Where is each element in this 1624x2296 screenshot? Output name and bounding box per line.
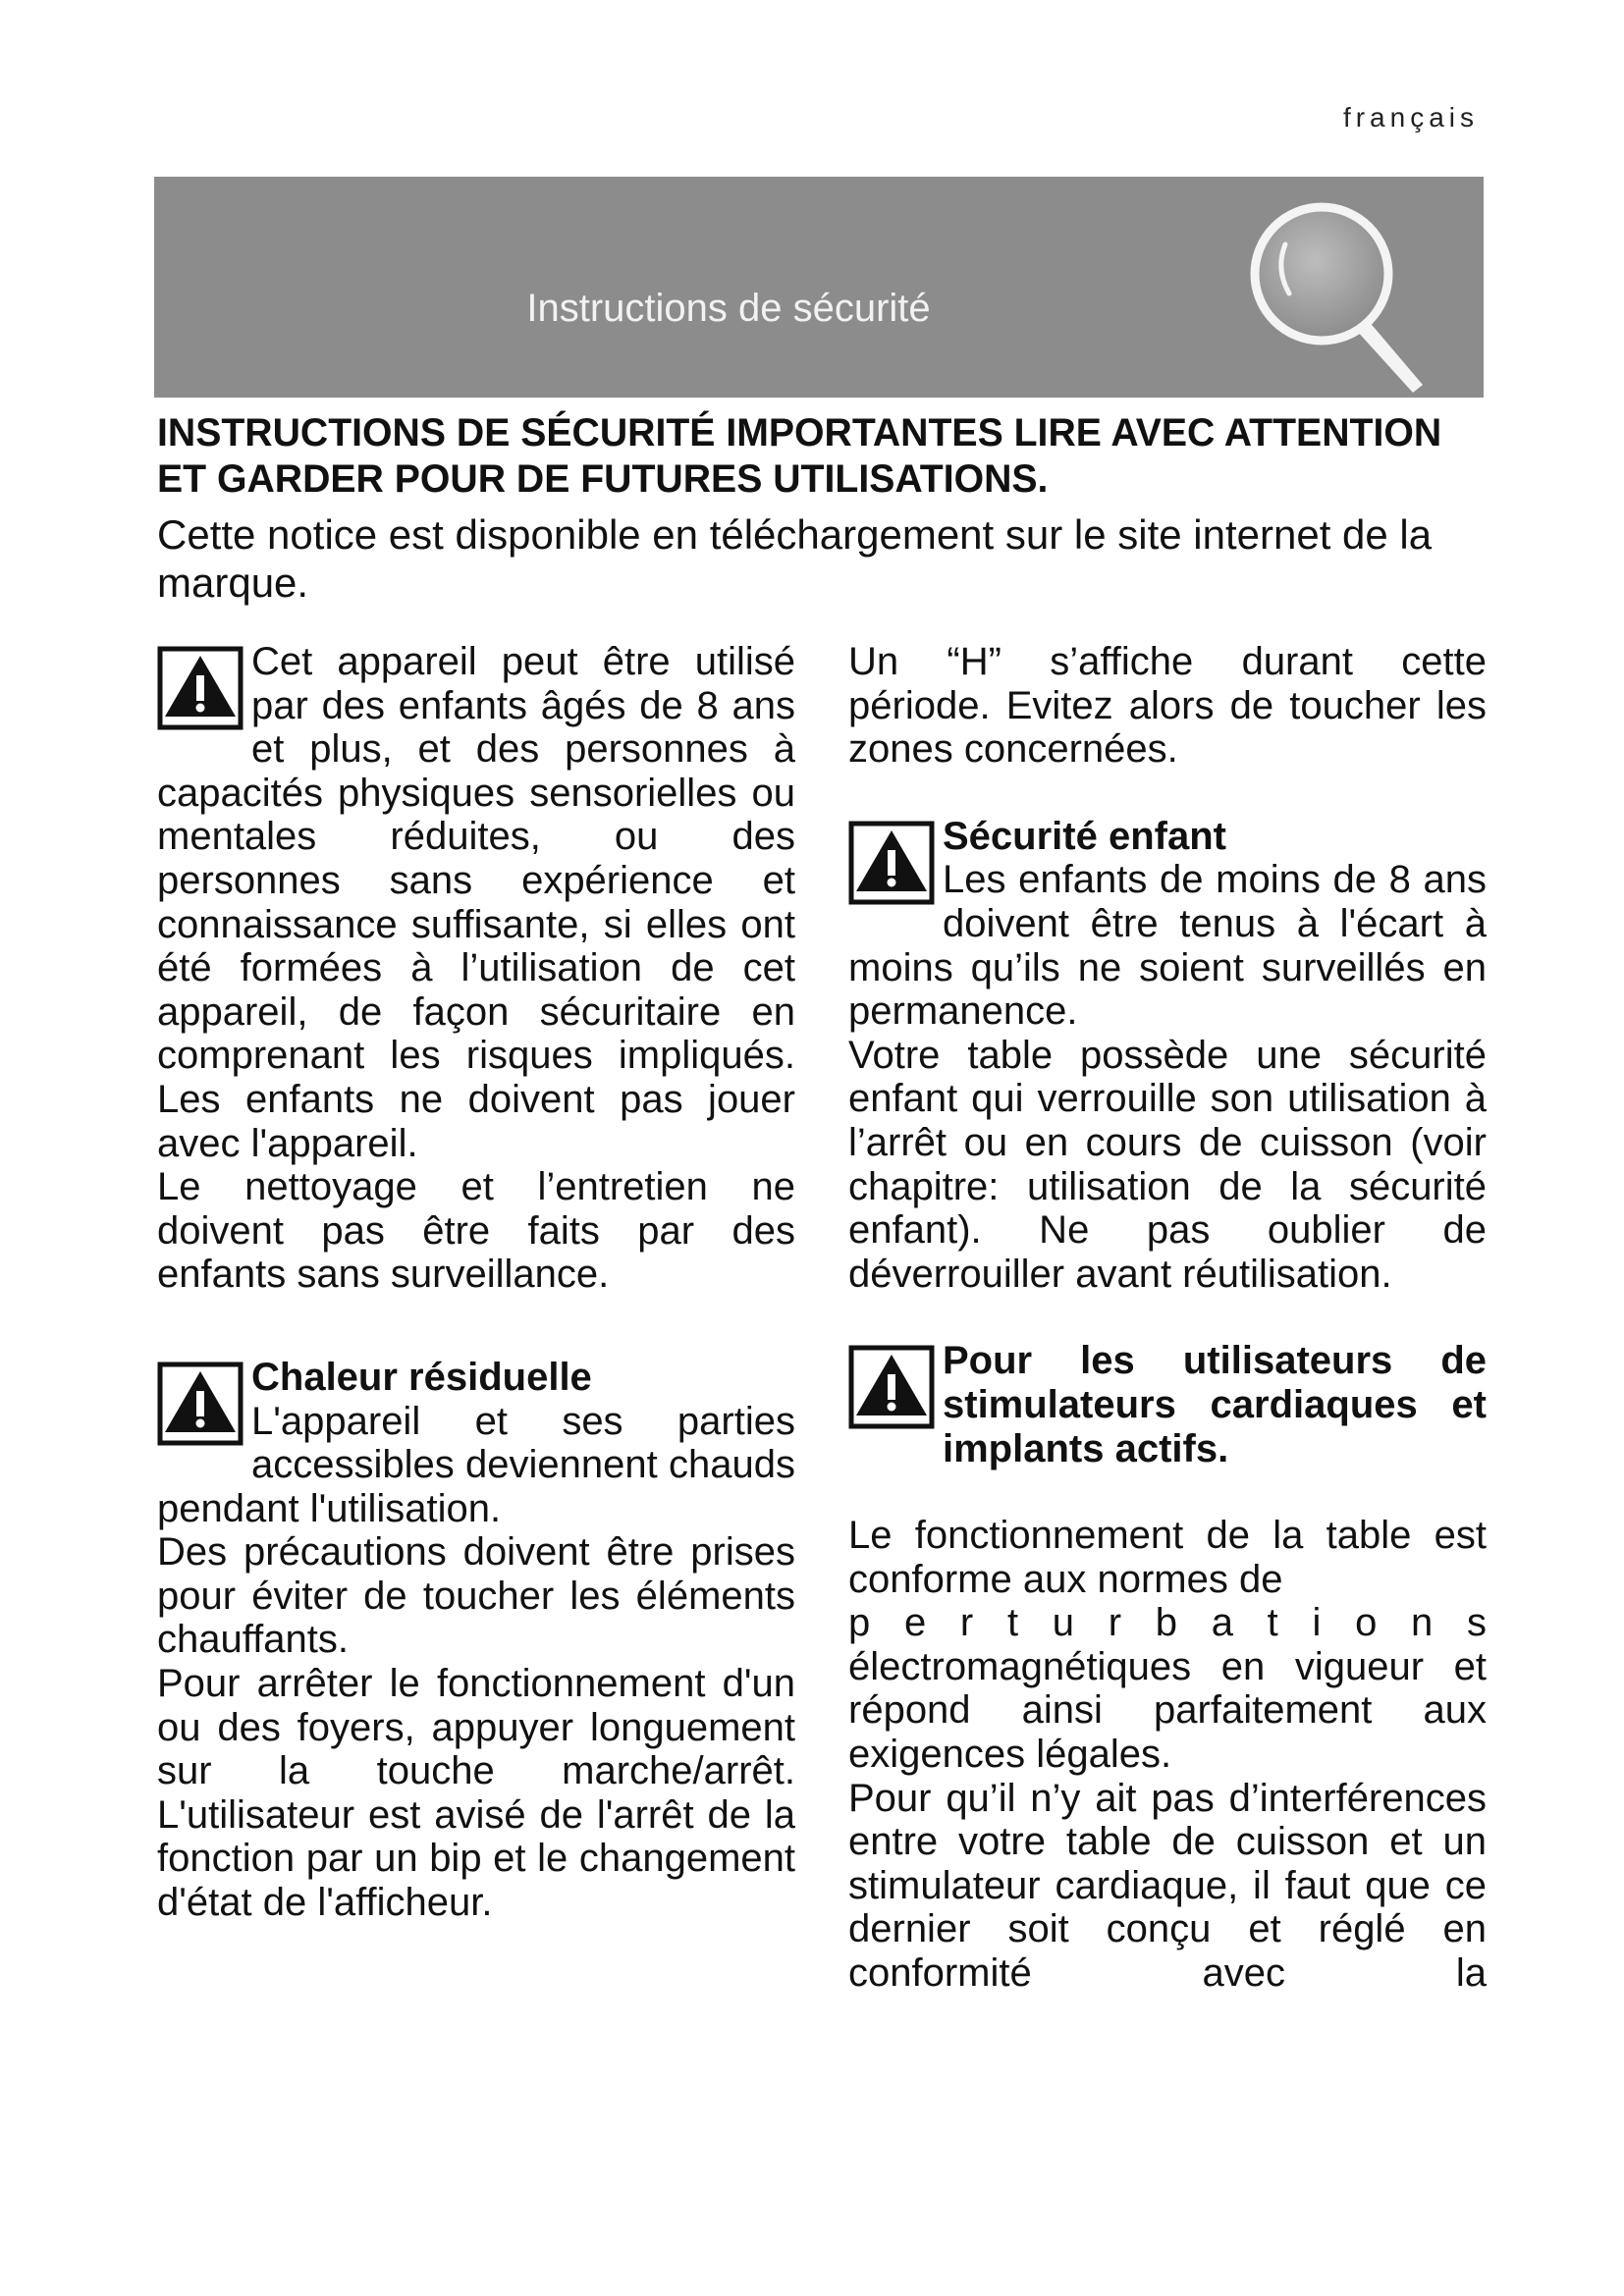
- h-display-text: Un “H” s’affiche durant cette période. Evitez alors de toucher les zones concernées.: [848, 640, 1487, 772]
- residual-heat-text-1: L'appareil et ses parties accessibles deviennent chauds pendant l'utilisation.: [157, 1399, 795, 1530]
- section-banner: [154, 177, 1484, 398]
- warning-icon: [848, 821, 935, 905]
- pacemaker-text-1c: électromagnétiques en vigueur et répond ainsi parfaitement aux exigences légales.: [848, 1644, 1487, 1777]
- language-label: français: [1342, 102, 1479, 133]
- pacemaker-text-1a: Le fonctionnement de la table est conforme aux normes de: [848, 1514, 1487, 1601]
- safety-headline: INSTRUCTIONS DE SÉCURITÉ IMPORTANTES LIRE AVEC ATTENTION ET GARDER POUR DE FUTURES UTILISATIONS.: [157, 411, 1442, 501]
- banner-title: Instructions de sécurité: [526, 287, 931, 330]
- warning-icon: [848, 1345, 935, 1429]
- residual-heat-title: Chaleur résiduelle: [251, 1355, 592, 1399]
- pacemaker-title: Pour les utilisateurs de stimulateurs cardiaques et implants actifs.: [943, 1339, 1487, 1470]
- left-column: [157, 640, 795, 1925]
- warning-icon: [157, 646, 244, 730]
- warning-children-text: Cet appareil peut être utilisé par des enfants âgés de 8 ans et plus, et des personnes à capacités physiques sensorielles ou mentales réduites, ou des personnes sans expérience et connaissance suffisante, si elles ont été formées à l’utilisation de cet appareil, de façon sécuritaire en comprenant les risques impliqués. Les enfants ne doivent pas jouer avec l'appareil.: [157, 640, 795, 1165]
- pacemaker-text-1b: p e r t u r b a t i o n s: [848, 1601, 1487, 1645]
- child-safety-text-1: Les enfants de moins de 8 ans doivent être tenus à l'écart à moins qu’ils ne soient surveillés en permanence.: [848, 858, 1487, 1034]
- cleaning-text: Le nettoyage et l’entretien ne doivent pas être faits par des enfants sans surveillance.: [157, 1165, 795, 1297]
- magnifier-icon: [1228, 190, 1444, 397]
- pacemaker-text-2: Pour qu’il n’y ait pas d’interférences entre votre table de cuisson et un stimulateur cardiaque, il faut que ce dernier soit conçu et réglé en conformité avec la: [848, 1776, 1487, 1996]
- child-safety-text-2: Votre table possède une sécurité enfant qui verrouille son utilisation à l’arrêt ou en cours de cuisson (voir chapitre: utilisation de la sécurité enfant). Ne pas oublier de déverrouiller avant réutilisation.: [848, 1033, 1487, 1296]
- residual-heat-text-2: Des précautions doivent être prises pour éviter de toucher les éléments chauffants.: [157, 1530, 795, 1662]
- right-column: [848, 640, 1487, 1996]
- child-safety-title: Sécurité enfant: [943, 814, 1226, 858]
- residual-heat-text-3: Pour arrêter le fonctionnement d'un ou des foyers, appuyer longuement sur la touche marche/arrêt. L'utilisateur est avisé de l'arrêt de la fonction par un bip et le changement d'état de l'afficheur.: [157, 1662, 795, 1925]
- warning-icon: [157, 1362, 244, 1446]
- download-notice: Cette notice est disponible en téléchargement sur le site internet de la marque.: [157, 511, 1433, 606]
